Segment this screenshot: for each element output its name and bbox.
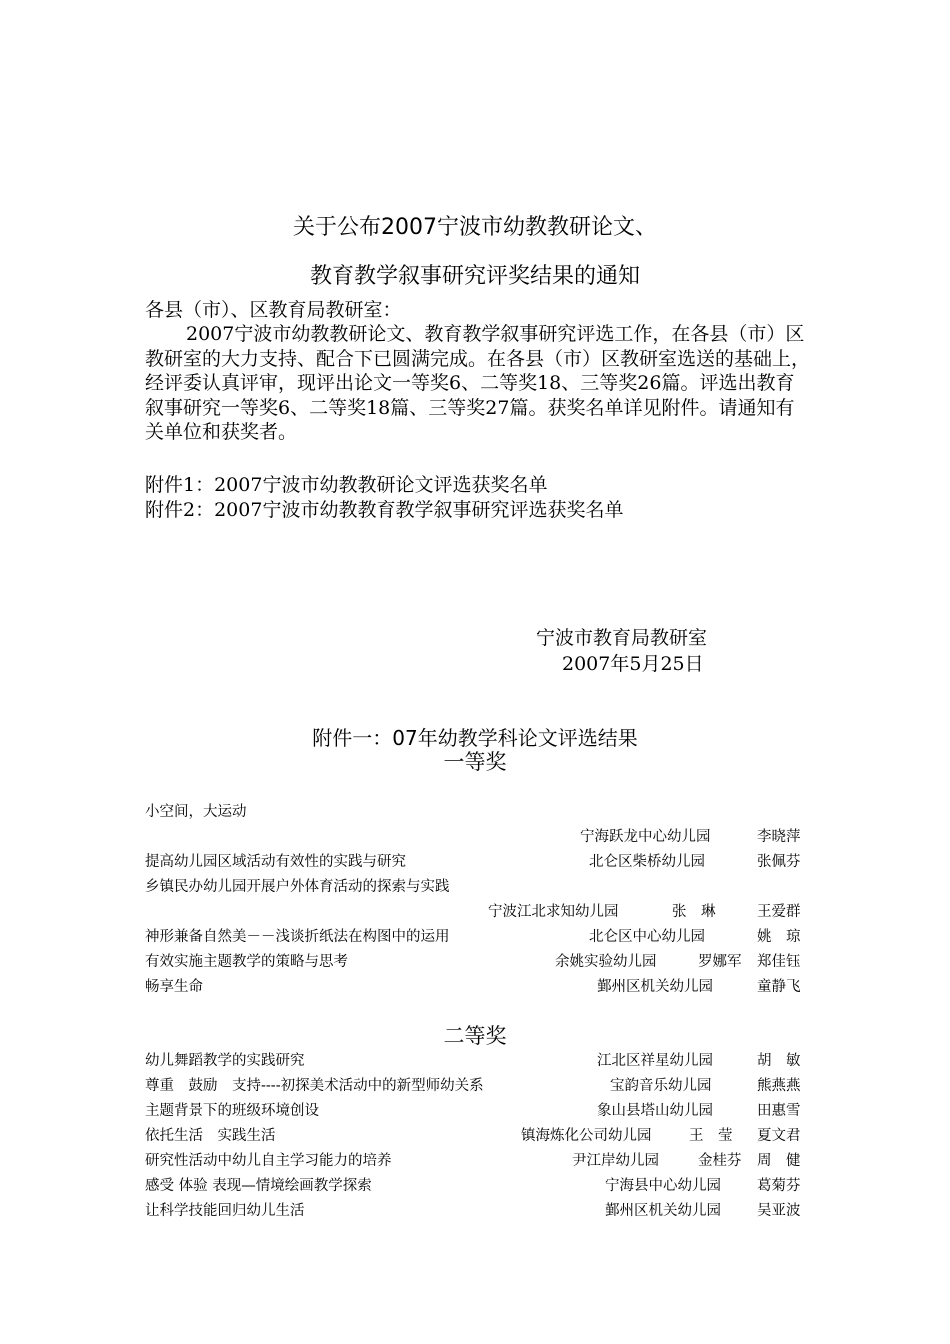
entry-author: 葛菊芬 <box>757 1178 801 1194</box>
entry-title: 主题背景下的班级环境创设 <box>145 1103 319 1119</box>
entry-unit: 宁海跃龙中心幼儿园 <box>580 829 711 845</box>
entry-title: 尊重 鼓励 支持----初探美术活动中的新型师幼关系 <box>145 1078 484 1094</box>
entry-title: 乡镇民办幼儿园开展户外体育活动的探索与实践 <box>145 879 450 895</box>
entry-author: 李晓萍 <box>757 829 801 845</box>
signature-date: 2007年5月25日 <box>562 653 704 675</box>
entry-author: 胡 敏 <box>757 1053 801 1069</box>
signature-org: 宁波市教育局教研室 <box>536 627 708 649</box>
entry-title: 幼儿舞蹈教学的实践研究 <box>145 1053 305 1069</box>
entry-author: 郑佳钰 <box>757 954 801 970</box>
entry-author: 张佩芬 <box>757 854 801 870</box>
attachment-1-line: 附件1：2007宁波市幼教教研论文评选获奖名单 <box>145 474 548 496</box>
notice-body: 2007宁波市幼教教研论文、教育教学叙事研究评选工作，在各县（市）区教研室的大力支持、配合下已圆满完成。在各县（市）区教研室选送的基础上，经评委认真评审，现评出论文一等奖6、二等奖18、三等奖26篇。评选出教育叙事研究一等奖6、二等奖18篇、三等奖27篇。获奖名单详见附件。请通知有关单位和获奖者。 <box>145 323 811 443</box>
entry-title: 依托生活 实践生活 <box>145 1128 276 1144</box>
entry-unit: 镇海炼化公司幼儿园 <box>521 1128 652 1144</box>
notice-title-line2: 教育教学叙事研究评奖结果的通知 <box>309 264 640 289</box>
entry-title: 让科学技能回归幼儿生活 <box>145 1203 305 1219</box>
salutation: 各县（市）、区教育局教研室： <box>145 299 402 321</box>
second-prize-heading: 二等奖 <box>443 1024 507 1048</box>
entry-unit: 余姚实验幼儿园 <box>555 954 657 970</box>
entry-title: 提高幼儿园区域活动有效性的实践与研究 <box>145 854 406 870</box>
entry-author: 周 健 <box>757 1153 801 1169</box>
entry-title: 研究性活动中幼儿自主学习能力的培养 <box>145 1153 392 1169</box>
entry-unit: 尹江岸幼儿园 <box>572 1153 659 1169</box>
entry-title: 有效实施主题教学的策略与思考 <box>145 954 348 970</box>
entry-unit: 宁波江北求知幼儿园 <box>488 904 619 920</box>
entry-unit: 宝韵音乐幼儿园 <box>610 1078 712 1094</box>
entry-unit: 象山县塔山幼儿园 <box>597 1103 713 1119</box>
entry-author: 罗娜军 <box>698 954 742 970</box>
entry-title: 小空间，大运动 <box>145 804 247 820</box>
entry-unit: 鄞州区机关幼儿园 <box>605 1203 721 1219</box>
entry-author: 王爱群 <box>757 904 801 920</box>
entry-author: 熊燕燕 <box>757 1078 801 1094</box>
first-prize-heading: 一等奖 <box>443 750 507 774</box>
entry-author: 夏文君 <box>757 1128 801 1144</box>
entry-unit: 宁海县中心幼儿园 <box>605 1178 721 1194</box>
entry-title: 神形兼备自然美－－浅谈折纸法在构图中的运用 <box>145 929 450 945</box>
entry-title: 感受 体验 表现—情境绘画教学探索 <box>145 1178 372 1194</box>
entry-title: 畅享生命 <box>145 979 203 995</box>
attachment-title: 附件一：07年幼教学科论文评选结果 <box>312 726 638 750</box>
entry-author: 张 琳 <box>672 904 716 920</box>
entry-author: 童静飞 <box>757 979 801 995</box>
attachment-2-line: 附件2：2007宁波市幼教教育教学叙事研究评选获奖名单 <box>145 499 624 521</box>
entry-unit: 北仑区柴桥幼儿园 <box>589 854 705 870</box>
notice-title-line1: 关于公布2007宁波市幼教教研论文、 <box>293 215 657 240</box>
entry-unit: 鄞州区机关幼儿园 <box>597 979 713 995</box>
entry-author: 田惠雪 <box>757 1103 801 1119</box>
entry-author: 金桂芬 <box>698 1153 742 1169</box>
entry-author: 王 莹 <box>689 1128 733 1144</box>
entry-author: 吴亚波 <box>757 1203 801 1219</box>
entry-unit: 江北区祥星幼儿园 <box>597 1053 713 1069</box>
entry-author: 姚 琼 <box>757 929 801 945</box>
entry-unit: 北仑区中心幼儿园 <box>589 929 705 945</box>
